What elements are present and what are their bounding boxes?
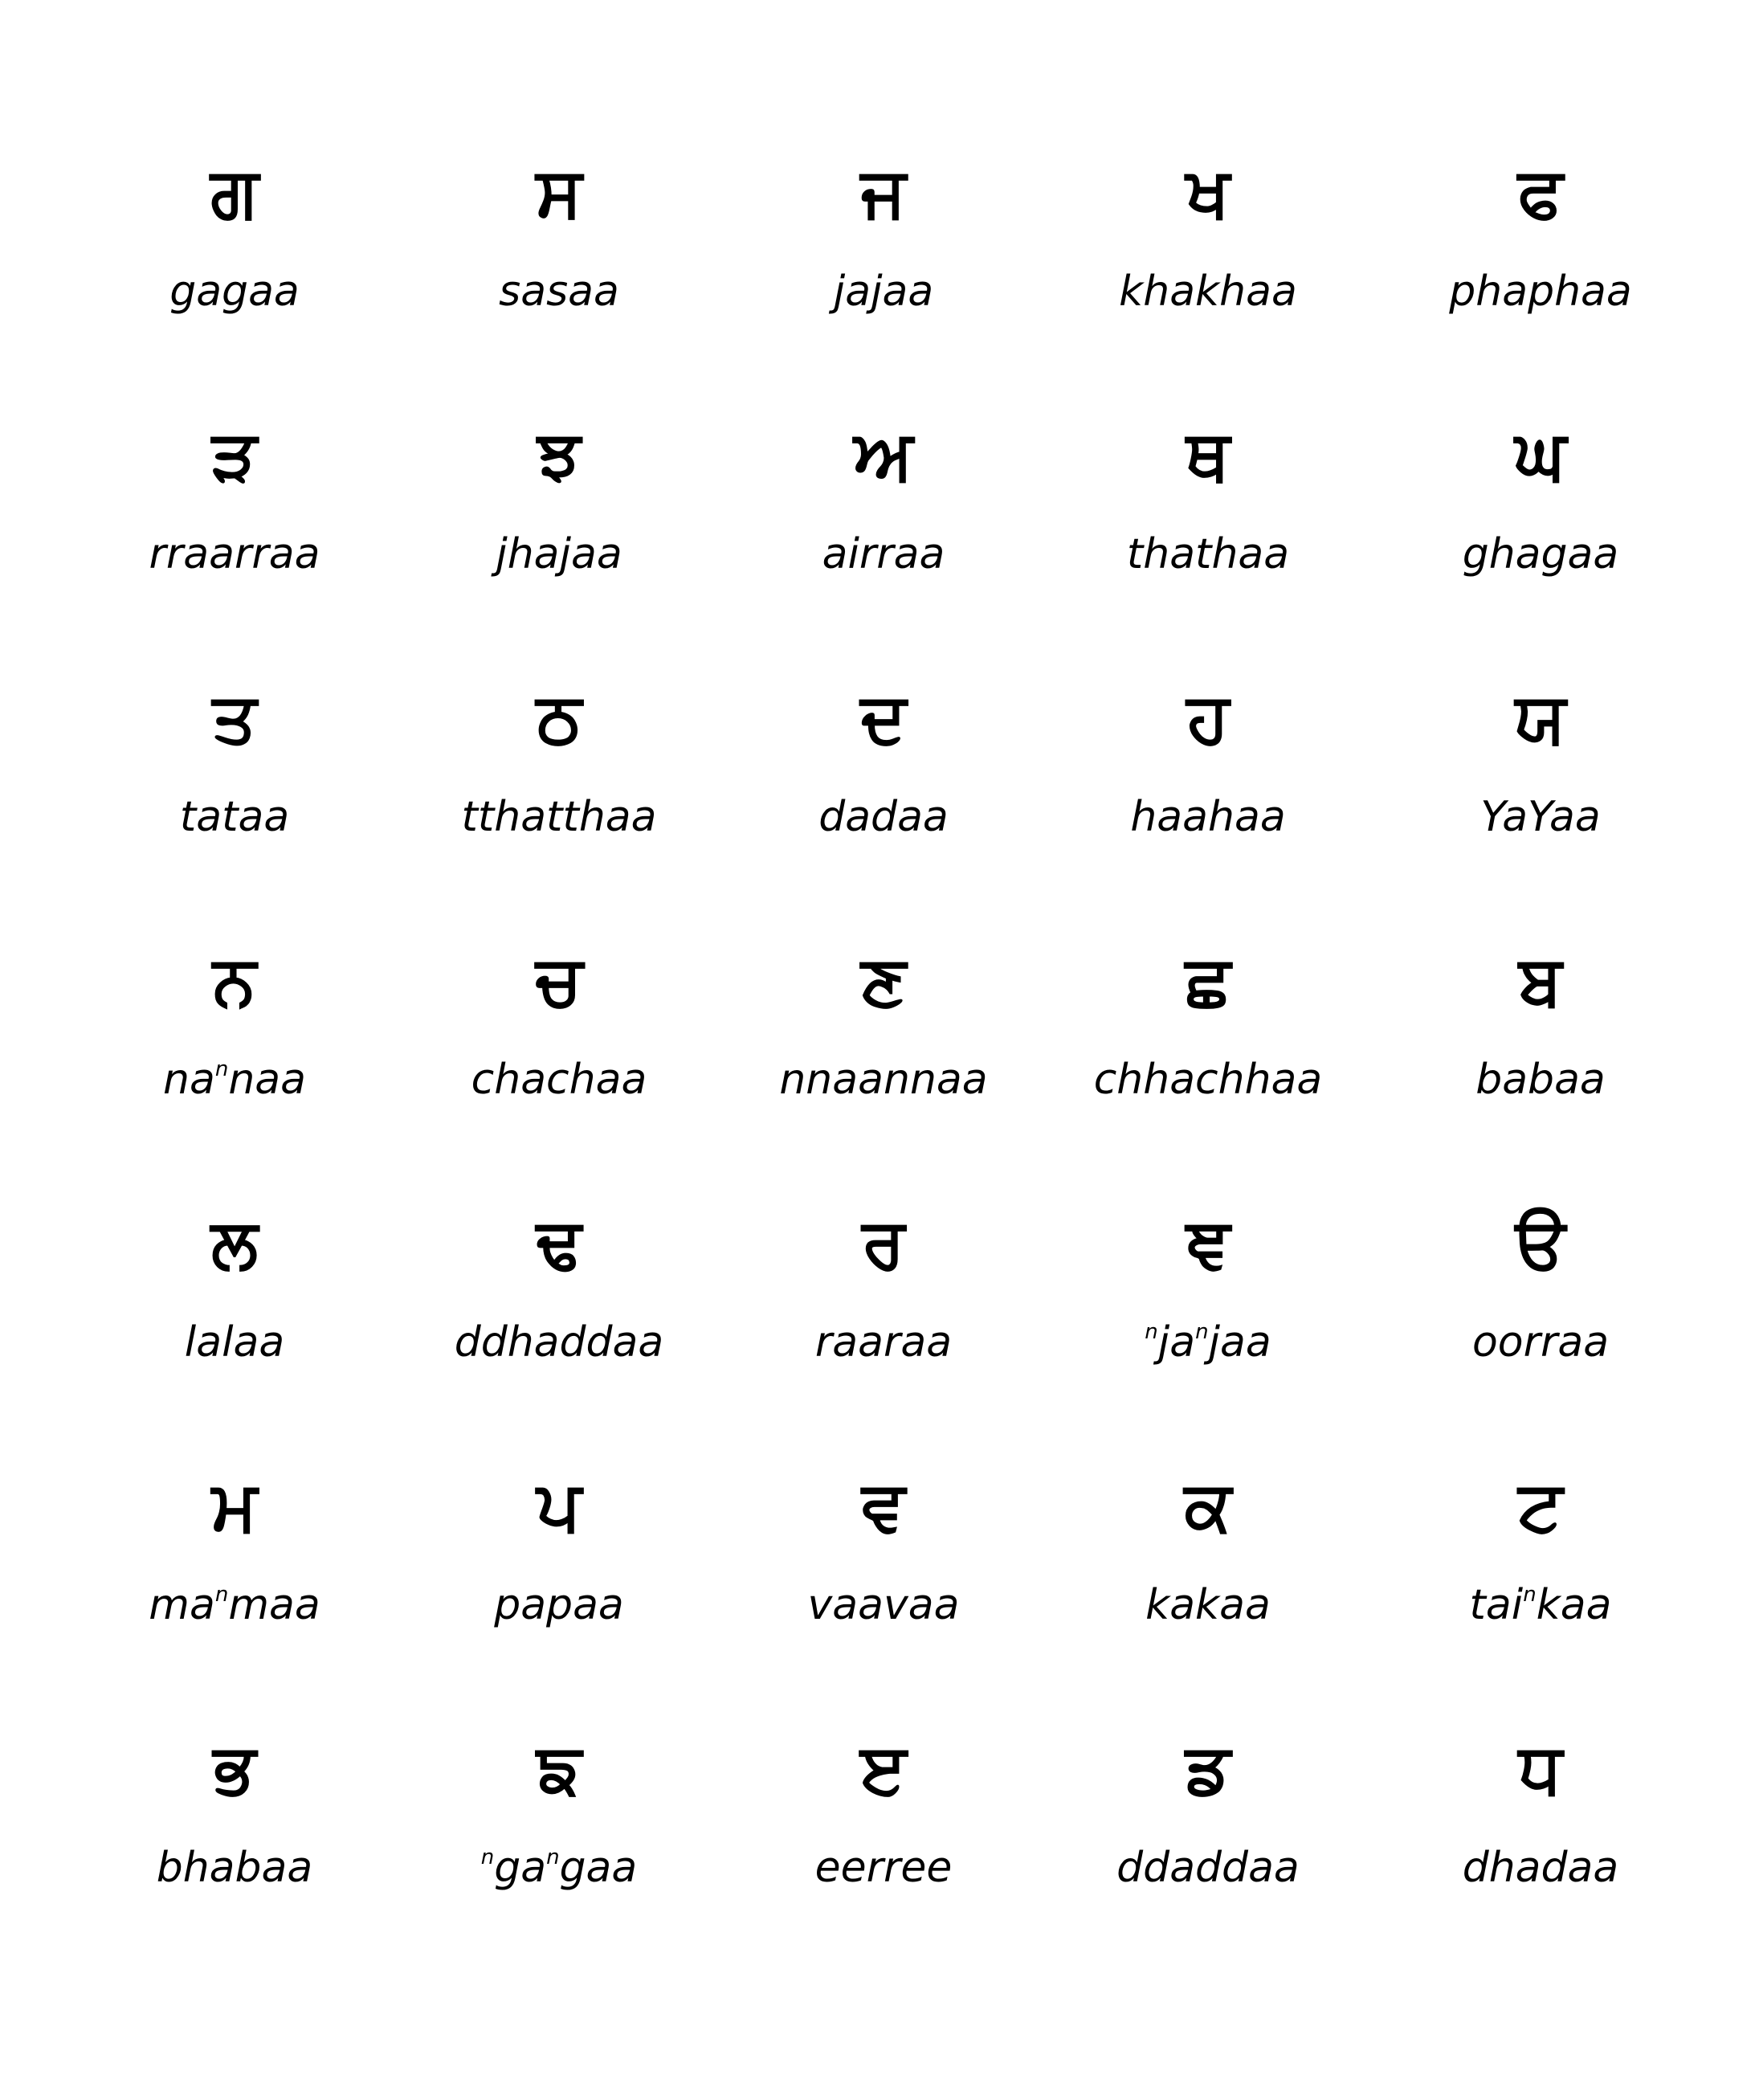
gurmukhi-letter: ਥ — [1186, 415, 1230, 496]
letter-cell — [723, 1195, 1044, 1436]
letter-cell — [1380, 1195, 1701, 1436]
letter-cell — [74, 1458, 395, 1699]
gurmukhi-letter: ਘ — [1515, 415, 1566, 496]
letter-cell — [398, 1721, 720, 1962]
gurmukhi-letter: ਗ — [210, 153, 259, 233]
letter-cell — [1047, 1458, 1369, 1699]
letter-cell — [723, 1721, 1044, 1962]
letter-name: rraarraa — [149, 530, 320, 578]
gurmukhi-letter: ੳ — [1515, 1203, 1566, 1284]
letter-cell — [1047, 1721, 1369, 1962]
letter-name: ddhaddaa — [454, 1318, 664, 1367]
gurmukhi-letter: ਹ — [1186, 678, 1230, 758]
gurmukhi-letter: ਜ — [860, 153, 907, 233]
letter-name-part: na — [163, 1056, 215, 1104]
letter-name: tthatthaa — [461, 793, 657, 841]
nasal-superscript: n — [480, 1845, 495, 1869]
letter-name-part: ja — [1157, 1318, 1196, 1367]
nasal-superscript: n — [214, 1057, 229, 1081]
gurmukhi-letter: ਖ — [1186, 153, 1230, 233]
letter-name: chhachhaa — [1093, 1056, 1323, 1104]
gurmukhi-letter: ਟ — [1518, 1466, 1563, 1546]
letter-cell — [398, 407, 720, 648]
letter-cell — [74, 670, 395, 911]
gurmukhi-letter: ੲ — [860, 1729, 907, 1809]
letter-name: airraa — [822, 530, 945, 578]
letter-name-part: gaa — [559, 1844, 638, 1892]
gurmukhi-letter: ਪ — [537, 1466, 582, 1546]
letter-name: bhabaa — [156, 1844, 313, 1892]
gurmukhi-letter: ਣ — [861, 941, 906, 1021]
gurmukhi-letter: ੜ — [211, 415, 258, 496]
gurmukhi-letter: ਨ — [213, 941, 256, 1021]
gurmukhi-letter: ਙ — [537, 1729, 582, 1809]
gurmukhi-letter: ਝ — [537, 415, 582, 496]
gurmukhi-letter: ਸ — [536, 153, 582, 233]
letter-name — [74, 1044, 395, 1116]
letter-name-part: jaa — [1208, 1318, 1271, 1367]
letter-name: tataa — [179, 793, 290, 841]
letter-name-part: tai — [1469, 1581, 1524, 1629]
letter-name: thathaa — [1126, 530, 1290, 578]
letter-name: khakhaa — [1119, 268, 1297, 316]
letter-name-part: kaa — [1536, 1581, 1612, 1629]
letter-cell — [1047, 1195, 1369, 1436]
gurmukhi-letter: ਧ — [1518, 1729, 1563, 1809]
gurmukhi-letter: ਕ — [1184, 1466, 1232, 1546]
gurmukhi-letter: ਭ — [213, 1729, 256, 1809]
letter-cell — [74, 407, 395, 648]
nasal-superscript: n — [1195, 1320, 1209, 1344]
gurmukhi-letter: ਡ — [1186, 1729, 1230, 1809]
letter-name: ghagaa — [1462, 530, 1619, 578]
letter-cell — [1380, 145, 1701, 386]
letter-cell — [1380, 1721, 1701, 1962]
letter-cell — [723, 1458, 1044, 1699]
letter-name-part: ma — [149, 1581, 215, 1629]
letter-cell — [398, 670, 720, 911]
letter-cell — [723, 933, 1044, 1174]
gurmukhi-letter: ਛ — [1185, 941, 1231, 1021]
gurmukhi-letter: ਚ — [536, 941, 582, 1021]
gurmukhi-letter: ਯ — [1515, 678, 1566, 758]
letter-name: ddaddaa — [1116, 1844, 1300, 1892]
letter-name: eerree — [814, 1844, 953, 1892]
letter-cell — [74, 1195, 395, 1436]
letter-name — [1380, 1569, 1701, 1641]
letter-name: papaa — [494, 1581, 624, 1629]
letter-name: kakaa — [1145, 1581, 1271, 1629]
letter-cell — [723, 670, 1044, 911]
gurmukhi-letter: ਠ — [536, 678, 582, 758]
letter-name: lalaa — [184, 1318, 285, 1367]
letter-name: nnaannaa — [779, 1056, 988, 1104]
letter-name: haahaa — [1130, 793, 1286, 841]
gurmukhi-letter: ਬ — [1519, 941, 1562, 1021]
letter-cell — [723, 407, 1044, 648]
letter-name-part: maa — [228, 1581, 320, 1629]
letter-name: jhajaa — [496, 530, 622, 578]
letter-cell — [398, 1195, 720, 1436]
letter-name: dadaa — [818, 793, 949, 841]
letter-name-part: naa — [228, 1056, 306, 1104]
letter-cell — [1380, 1458, 1701, 1699]
nasal-superscript: n — [1145, 1320, 1158, 1344]
letter-cell — [74, 1721, 395, 1962]
letter-cell — [1047, 933, 1369, 1174]
letter-name — [1047, 1306, 1369, 1379]
gurmukhi-letter: ਦ — [860, 678, 907, 758]
gurmukhi-letter: ਅ — [854, 415, 913, 496]
gurmukhi-letter: ਵ — [862, 1466, 905, 1546]
gurmukhi-letter: ਤ — [212, 678, 257, 758]
letter-cell — [398, 145, 720, 386]
nasal-superscript: n — [214, 1583, 229, 1607]
letter-name: phaphaa — [1449, 268, 1632, 316]
letter-name — [398, 1832, 720, 1904]
letter-name: vaavaa — [807, 1581, 960, 1629]
gurmukhi-letter: ਞ — [1186, 1203, 1230, 1284]
letter-cell — [398, 1458, 720, 1699]
letter-name: gagaa — [169, 268, 300, 316]
letter-name: YaYaa — [1480, 793, 1601, 841]
letter-cell — [398, 933, 720, 1174]
letter-cell — [1047, 145, 1369, 386]
letter-cell — [1047, 407, 1369, 648]
nasal-superscript: n — [1523, 1583, 1537, 1607]
letter-cell — [74, 145, 395, 386]
letter-name: raaraa — [814, 1318, 953, 1367]
letter-cell — [1380, 933, 1701, 1174]
gurmukhi-letter: ਢ — [536, 1203, 582, 1284]
letter-name: oorraa — [1471, 1318, 1610, 1367]
letter-name: dhadaa — [1462, 1844, 1619, 1892]
gurmukhi-letter: ਮ — [211, 1466, 258, 1546]
letter-name: chachaa — [471, 1056, 647, 1104]
letter-cell — [1380, 407, 1701, 648]
nasal-superscript: n — [546, 1845, 560, 1869]
letter-name — [74, 1569, 395, 1641]
letter-name: jajaa — [833, 268, 934, 316]
gurmukhi-letter: ਰ — [862, 1203, 905, 1284]
letter-name: sasaa — [499, 268, 619, 316]
gurmukhi-letter: ਲ — [210, 1203, 259, 1284]
letter-cell — [1380, 670, 1701, 911]
letter-cell — [1047, 670, 1369, 911]
letter-name-part: ga — [494, 1844, 547, 1892]
gurmukhi-letter: ਫ — [1517, 153, 1564, 233]
letter-cell — [74, 933, 395, 1174]
letter-cell — [723, 145, 1044, 386]
letter-name: babaa — [1475, 1056, 1606, 1104]
